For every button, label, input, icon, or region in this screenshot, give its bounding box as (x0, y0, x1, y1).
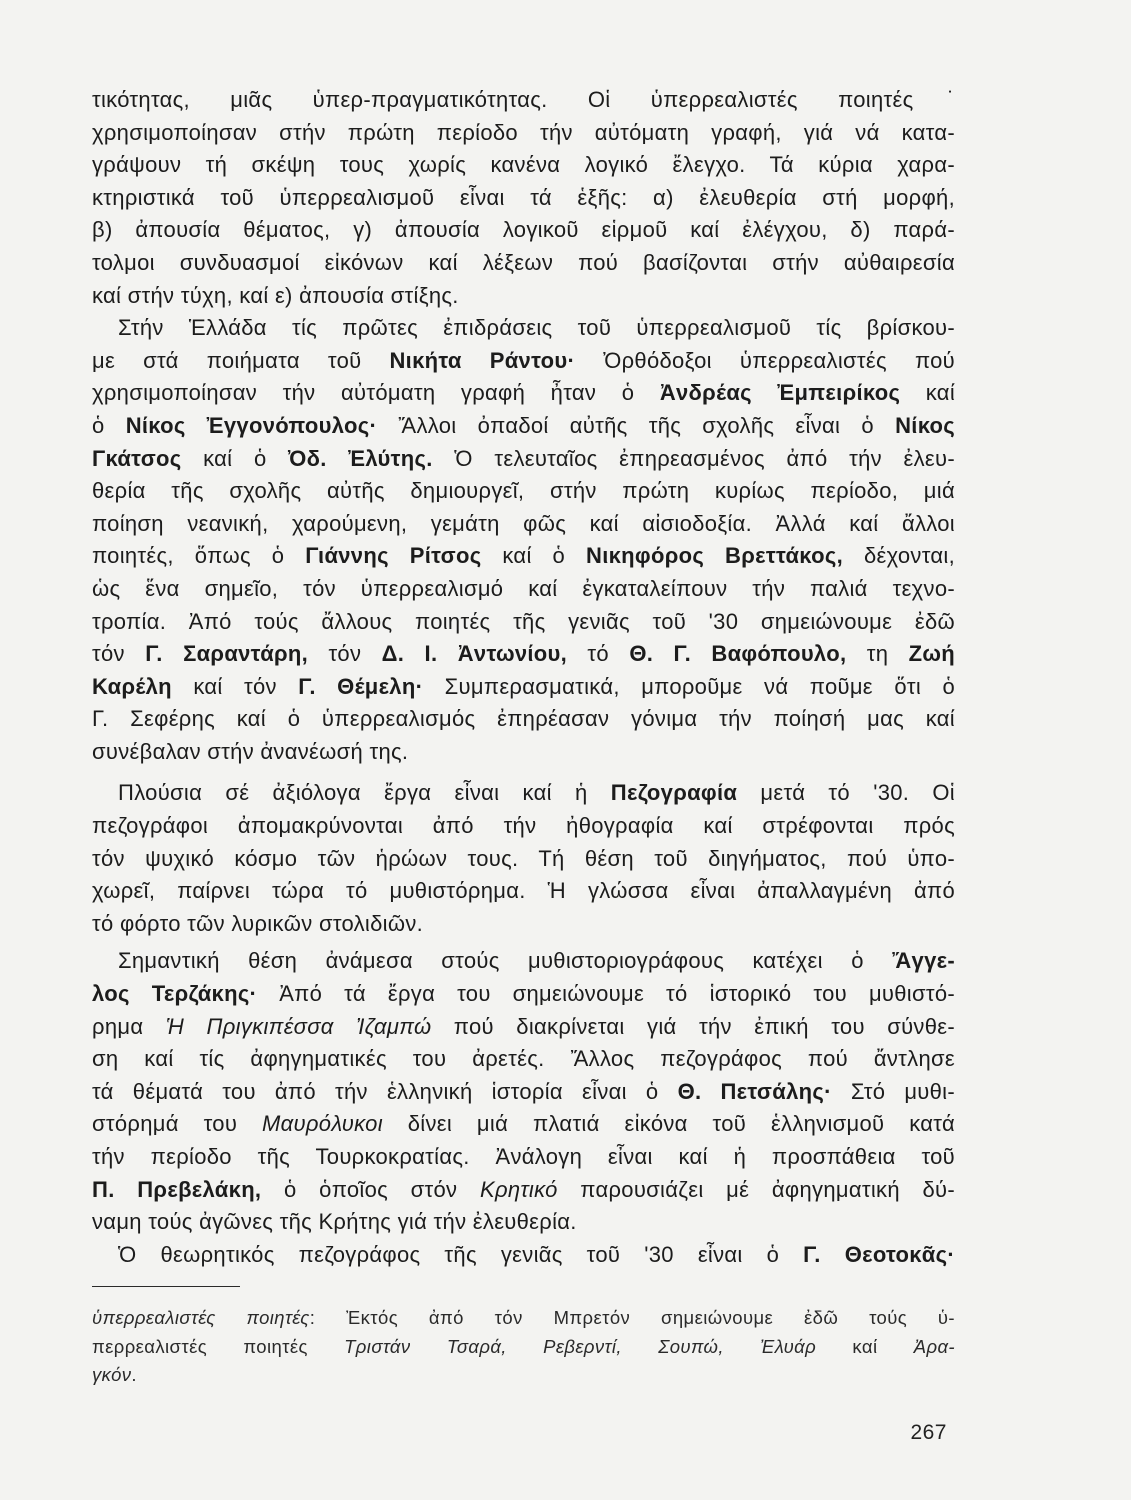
text-run: καί (816, 1335, 914, 1357)
text-run: γράψουν τή σκέψη τους χωρίς κανένα λογικό ἔλεγχο. Τά κύρια χαρα- (92, 152, 955, 178)
text-run: Συμπερασματικά, μποροῦμε νά ποῦμε ὅτι ὁ (423, 673, 955, 699)
text-run: καί ὁ (181, 445, 289, 471)
text-run: χωρεῖ, παίρνει τώρα τό μυθιστόρημα. Ἡ γλώσσα εἶναι ἀπαλλαγμένη ἀπό (92, 878, 955, 904)
text-line (92, 247, 955, 280)
text-run: τόν (92, 641, 146, 667)
text-line (92, 1304, 955, 1333)
text-run: Στό μυθι- (831, 1078, 955, 1104)
text-run: καί ὁ (481, 543, 587, 569)
text-line (92, 1239, 955, 1272)
text-line (92, 875, 955, 908)
text-run: θερία τῆς σχολῆς αὐτῆς δημιουργεῖ, στήν πρώτη κυρίως περίοδο, μιά (92, 478, 955, 504)
text-line (92, 280, 955, 313)
text-line (92, 540, 955, 573)
footnote (92, 1304, 955, 1390)
text-run: Σημαντική θέση ἀνάμεσα στούς μυθιστοριογράφους κατέχει ὁ (118, 948, 893, 974)
text-run: ποιητές, ὅπως ὁ (92, 543, 306, 569)
text-run: τικότητας, μιᾶς ὑπερ-πραγματικότητας. Οἱ ὑπερρεαλιστές ποιητές˙ (92, 87, 955, 112)
text-run: τό φόρτο τῶν λυρικῶν στολιδιῶν. (92, 910, 424, 936)
text-line (92, 638, 955, 671)
text-run: ποίηση νεανική, χαρούμενη, γεμάτη φῶς καί αἰσιοδοξία. Ἀλλά καί ἄλλοι (92, 510, 955, 536)
text-line (92, 1141, 955, 1174)
text-run: καί τόν (171, 673, 299, 699)
bold-text: Νίκος Ἐγγονόπουλος· (125, 412, 378, 438)
text-line (92, 84, 955, 117)
text-line (92, 978, 955, 1011)
text-run: πεζογράφοι ἀπομακρύνονται ἀπό τήν ἠθογραφία καί στρέφονται πρός (92, 813, 955, 839)
text-line (92, 1108, 955, 1141)
text-run: καί στήν τύχη, καί ε) ἀπουσία στίξης. (92, 282, 459, 308)
body-text (92, 84, 955, 1271)
page-number: 267 (910, 1421, 947, 1444)
bold-text: Νίκος (895, 412, 956, 438)
text-line (92, 443, 955, 476)
bold-text: Γκάτσος (92, 445, 182, 471)
text-run: πού διακρίνεται γιά τήν ἐπική του σύνθε- (431, 1013, 955, 1039)
bold-text: Θ. Γ. Βαφόπουλο, (629, 641, 847, 667)
text-line (92, 214, 955, 247)
text-run: τήν περίοδο τῆς Τουρκοκρατίας. Ἀνάλογη εἶναι καί ἡ προσπάθεια τοῦ (92, 1144, 955, 1169)
text-run: . (131, 1364, 137, 1385)
text-line (92, 1076, 955, 1109)
text-run: μετά τό '30. Οἱ (737, 780, 955, 806)
bold-text: Νικήτα Ράντου· (389, 347, 576, 373)
text-line (92, 908, 955, 941)
text-run: παρουσιάζει μέ ἀφηγηματική δύ- (557, 1176, 955, 1202)
text-run: κτηριστικά τοῦ ὑπερρεαλισμοῦ εἶναι τά ἑξῆς: α) ἐλευθερία στή μορφή, (92, 184, 955, 210)
text-line (92, 777, 955, 810)
text-run: με στά ποιήματα τοῦ (92, 347, 390, 373)
paragraph (92, 1239, 955, 1272)
text-run: συνέβαλαν στήν ἀνανέωσή της. (92, 738, 409, 764)
text-run: Πλούσια σέ ἀξιόλογα ἔργα εἶναι καί ἡ (118, 780, 611, 806)
text-line (92, 117, 955, 150)
text-line (92, 410, 955, 443)
text-run: τό (567, 641, 630, 667)
bold-text: Θ. Πετσάλης· (677, 1078, 832, 1104)
text-run: Ὁ τελευταῖος ἐπηρεασμένος ἀπό τήν ἐλευ- (432, 445, 955, 471)
text-run: δίνει μιά πλατιά εἰκόνα τοῦ ἑλληνισμοῦ κατά (382, 1111, 955, 1137)
text-run: Ἄλλοι ὀπαδοί αὐτῆς τῆς σχολῆς εἶναι ὁ (377, 412, 896, 438)
text-line (92, 606, 955, 639)
text-run: ὁ ὁποῖος στόν (261, 1176, 480, 1202)
bold-text: Πεζογραφία (610, 780, 738, 806)
text-run: τόν ψυχικό κόσμο τῶν ἡρώων τους. Τή θέση τοῦ διηγήματος, πού ὑπο- (92, 845, 955, 871)
bold-text: Γ. Σαραντάρη, (145, 641, 309, 667)
text-line (92, 312, 955, 345)
paragraph (92, 312, 955, 768)
bold-text: Δ. Ι. Ἀντωνίου, (381, 641, 568, 667)
text-line (92, 508, 955, 541)
text-run: Ὀρθόδοξοι ὑπερρεαλιστές πού (575, 347, 955, 373)
text-line (92, 377, 955, 410)
text-run: καί (900, 380, 956, 406)
text-run: ναμη τούς ἀγῶνες τῆς Κρήτης γιά τήν ἐλευθερία. (92, 1209, 577, 1235)
text-line (92, 945, 955, 978)
text-run: β) ἀπουσία θέματος, γ) ἀπουσία λογικοῦ εἱρμοῦ καί ἐλέγχου, δ) παρά- (92, 217, 955, 243)
text-run: ὡς ἕνα σημεῖο, τόν ὑπερρεαλισμό καί ἐγκαταλείπουν τήν παλιά τεχνο- (92, 575, 955, 601)
text-run: Ὁ θεωρητικός πεζογράφος τῆς γενιᾶς τοῦ '30 εἶναι ὁ (118, 1241, 804, 1267)
italic-text: Μαυρόλυκοι (262, 1111, 383, 1137)
text-run: Γ. Σεφέρης καί ὁ ὑπερρεαλισμός ἐπηρέασαν γόνιμα τήν ποίησή μας καί (92, 706, 955, 732)
bold-text: Καρέλη (92, 673, 172, 699)
text-run: τροπία. Ἀπό τούς ἄλλους ποιητές τῆς γενιᾶς τοῦ '30 σημειώνουμε ἐδῶ (92, 608, 955, 634)
text-line (92, 475, 955, 508)
text-run: τολμοι συνδυασμοί εἰκόνων καί λέξεων πού βασίζονται στήν αὐθαιρεσία (92, 249, 955, 275)
italic-text: γκόν (92, 1364, 132, 1385)
text-run: χρησιμοποίησαν στήν πρώτη περίοδο τήν αὐτόματη γραφή, γιά νά κατα- (92, 119, 955, 145)
bold-text: Γ. Θέμελη· (298, 673, 424, 699)
text-line (92, 1333, 955, 1362)
text-line (92, 703, 955, 736)
text-line (92, 810, 955, 843)
text-run: ρημα (92, 1013, 166, 1039)
text-line (92, 843, 955, 876)
text-line (92, 1206, 955, 1239)
bold-text: Ὀδ. Ἐλύτης. (288, 445, 433, 471)
text-line (92, 1043, 955, 1076)
paragraph (92, 777, 955, 940)
italic-text: ὑπερρεαλιστές ποιητές (92, 1307, 310, 1328)
text-run: ὁ (92, 412, 126, 438)
paragraph (92, 84, 955, 312)
text-line (92, 345, 955, 378)
text-run: Στήν Ἑλλάδα τίς πρῶτες ἐπιδράσεις τοῦ ὑπερρεαλισμοῦ τίς βρίσκου- (118, 315, 955, 341)
bold-text: Ἀνδρέας Ἐμπειρίκος (659, 380, 901, 406)
text-run: Ἀπό τά ἔργα του σημειώνουμε τό ἱστορικό του μυθιστό- (257, 981, 956, 1007)
bold-text: Νικηφόρος Βρεττάκος, (586, 543, 844, 569)
text-line (92, 573, 955, 606)
text-line (92, 671, 955, 704)
bold-text: λος Τερζάκης· (92, 981, 258, 1007)
bold-text: Ζωή (908, 641, 955, 667)
italic-text: Κρητικό (480, 1176, 558, 1202)
text-line (92, 736, 955, 769)
text-line (92, 182, 955, 215)
bold-text: Π. Πρεβελάκη, (92, 1176, 262, 1202)
text-run: χρησιμοποίησαν τήν αὐτόματη γραφή ἦταν ὁ (92, 380, 660, 406)
text-run: : Ἐκτός ἀπό τόν Μπρετόν σημειώνουμε ἐδῶ τούς ὑ- (309, 1307, 955, 1328)
text-line (92, 1174, 955, 1207)
paragraph (92, 1304, 955, 1390)
text-run: δέχονται, (843, 543, 955, 569)
text-run: ση καί τίς ἀφηγηματικές του ἀρετές. Ἄλλος πεζογράφος πού ἄντλησε (92, 1046, 955, 1072)
text-line (92, 149, 955, 182)
text-line (92, 1011, 955, 1044)
text-run: περρεαλιστές ποιητές (92, 1335, 345, 1357)
text-run: τη (846, 641, 909, 667)
text-line (92, 1361, 955, 1390)
italic-text: Τριστάν Τσαρά, Ρεβερντί, Σουπώ, Ἐλυάρ (344, 1335, 817, 1357)
text-run: στόρημά του (92, 1111, 263, 1137)
paragraph (92, 945, 955, 1238)
text-run: τόν (308, 641, 382, 667)
italic-text: Ἡ Πριγκιπέσσα Ἰζαμπώ (165, 1013, 432, 1039)
bold-text: Γιάννης Ρίτσος (305, 543, 482, 569)
bold-text: Ἄγγε- (892, 948, 955, 974)
bold-text: Γ. Θεοτοκᾶς· (803, 1241, 955, 1267)
footnote-rule (92, 1286, 240, 1287)
text-run: τά θέματά του ἀπό τήν ἑλληνική ἱστορία εἶναι ὁ (92, 1078, 678, 1104)
italic-text: Ἀρα- (913, 1335, 955, 1357)
